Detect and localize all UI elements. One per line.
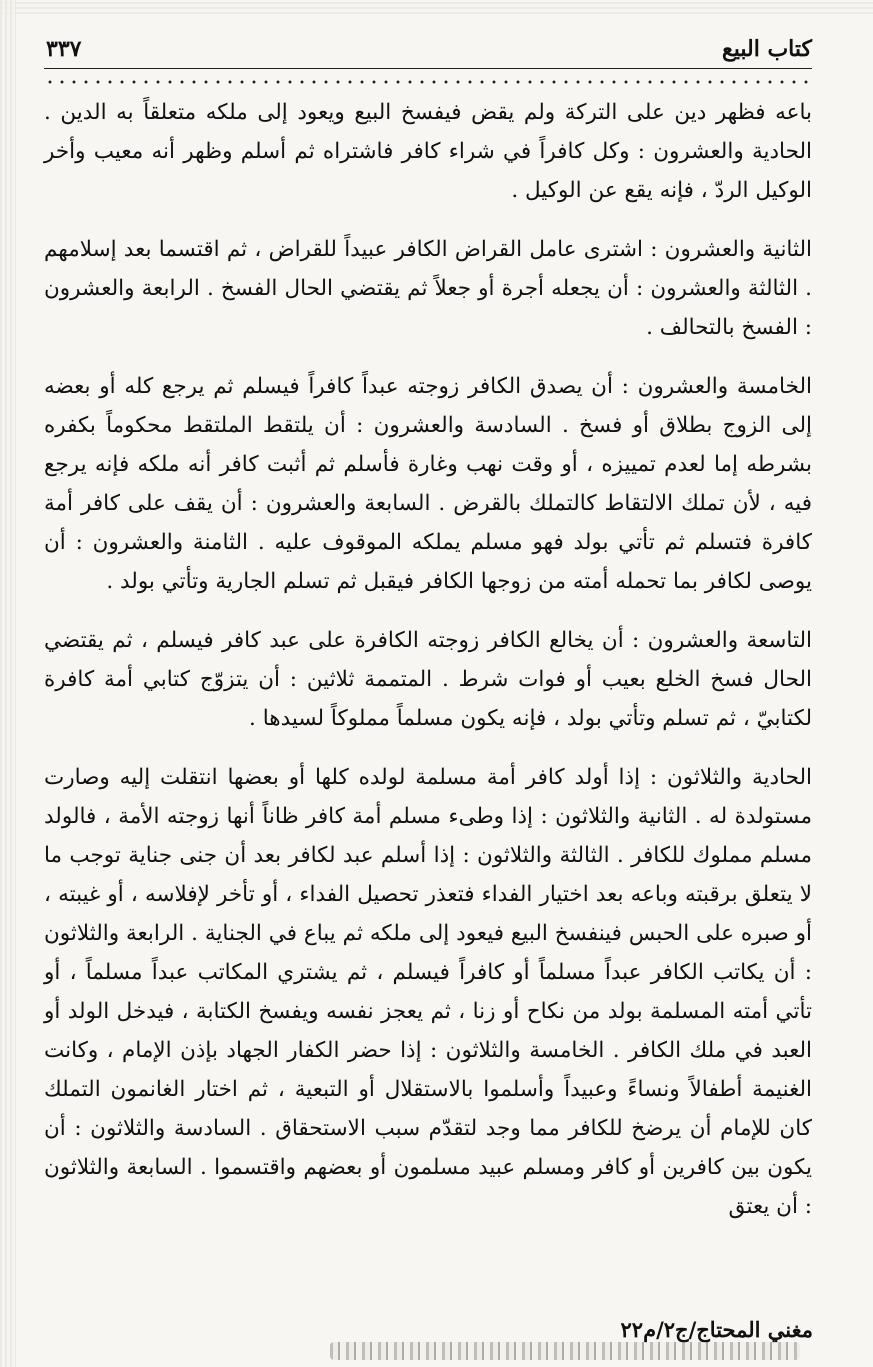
chapter-title: كتاب البيع [722,36,812,62]
signature-mark: مغني المحتاج/ج٢/م٢٢ [620,1317,813,1342]
bottom-ornament [330,1342,800,1360]
paragraph: الخامسة والعشرون : أن يصدق الكافر زوجته عبداً كافراً فيسلم ثم يرجع كله أو بعضه إلى الزوج بطلاق أو فسخ . السادسة والعشرون : أن يلتقط الملتقط محكوماً بكفره بشرطه إما لعدم تمييزه ، أو وقت نهب وغارة فأسلم ثم أثبت كافر أنه ملكه فإنه يرجع فيه ، لأن تملك الالتقاط كالتملك بالقرض . السابعة والعشرون : أن يقف على كافر أمة كافرة فتسلم ثم تأتي بولد فهو مسلم يملكه الموقوف عليه . الثامنة والعشرون : أن يوصى لكافر بما تحمله أمته من زوجها الكافر فيقبل ثم تسلم الجارية وتأتي بولد . [44,374,812,594]
running-header [44,34,812,69]
book-page [44,34,812,1334]
scan-border-left [0,0,16,1367]
page-number: ٣٣٧ [46,36,82,62]
scan-border-top [0,0,873,14]
page-body [44,93,812,1226]
paragraph: الثانية والعشرون : اشترى عامل القراض الكافر عبيداً للقراض ، ثم اقتسما بعد إسلامهم . الثالثة والعشرون : أن يجعله أجرة أو جعلاً ثم يقتضي الحال الفسخ . الرابعة والعشرون : الفسخ بالتحالف . [44,237,812,340]
paragraph: باعه فظهر دين على التركة ولم يقض فيفسخ البيع ويعود إلى ملكه متعلقاً به الدين . الحادية والعشرون : وكل كافراً في شراء كافر فاشتراه ثم أسلم وظهر أنه معيب وأخر الوكيل الردّ ، فإنه يقع عن الوكيل . [44,100,812,203]
paragraph: التاسعة والعشرون : أن يخالع الكافر زوجته الكافرة على عبد كافر فيسلم ، ثم يقتضي الحال فسخ الخلع بعيب أو فوات شرط . المتممة ثلاثين : أن يتزوّج كتابي أمة كافرة لكتابيّ ، ثم تسلم وتأتي بولد ، فإنه يكون مسلماً مملوكاً لسيدها . [44,628,812,731]
paragraph: الحادية والثلاثون : إذا أولد كافر أمة مسلمة لولده كلها أو بعضها انتقلت إليه وصارت مستولدة له . الثانية والثلاثون : إذا وطىء مسلم أمة كافر ظاناً أنها زوجته الأمة ، فالولد مسلم مملوك للكافر . الثالثة والثلاثون : إذا أسلم عبد لكافر بعد أن جنى جناية توجب ما لا يتعلق برقبته وباعه بعد اختيار الفداء فتعذر تحصيل الفداء ، أو تأخر لإفلاسه ، أو غيبته ، أو صبره على الحبس فينفسخ البيع فيعود إلى ملكه ثم يباع في الجناية . الرابعة والثلاثون : أن يكاتب الكافر عبداً مسلماً أو كافراً فيسلم ، ثم يشتري المكاتب عبداً مسلماً ، أو تأتي أمته المسلمة بولد من نكاح أو زنا ، ثم يعجز نفسه ويفسخ الكتابة ، فيدخل الولد أو العبد في ملك الكافر . الخامسة والثلاثون : إذا حضر الكفار الجهاد بإذن الإمام ، وكانت الغنيمة أطفالاً ونساءً وعبيداً وأسلموا بالاستقلال أو التبعية ، ثم اختار الغانمون التملك كان للإمام أن يرضخ للكافر مما وجد لتقدّم سبب الاستحقاق . السادسة والثلاثون : أن يكون بين كافرين أو كافر ومسلم عبيد مسلمون أو بعضهم واقتسموا . السابعة والثلاثون : أن يعتق [44,765,812,1219]
dotted-divider [44,79,812,85]
